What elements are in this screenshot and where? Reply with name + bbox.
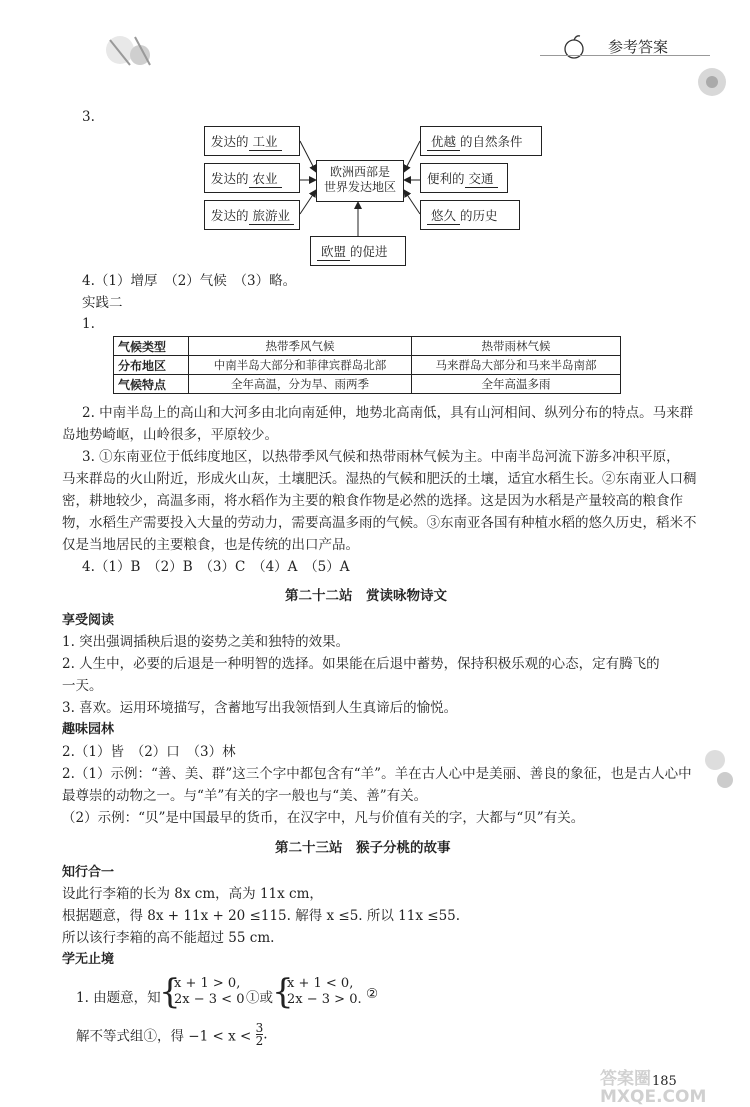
- climate-table: [113, 336, 621, 394]
- q3-number: 3.: [82, 109, 95, 125]
- answer-line: 一天。: [62, 678, 103, 694]
- table-cell: 热带季风气候: [189, 337, 412, 356]
- answer-line: 物，水稻生产需要投入大量的劳动力，需要高温多雨的气候。③东南亚各国有种植水稻的悠久历史，稻米不: [62, 515, 697, 531]
- diagram-left-industry: 发达的 工业: [204, 126, 300, 156]
- table-row: [114, 337, 621, 356]
- fraction: $\frac{3}{2}$: [255, 1021, 264, 1048]
- answer-line: 马来群岛的火山附近，形成火山灰，土壤肥沃。湿热的气候和肥沃的土壤，适宜水稻生长。②东南亚人口稠: [62, 471, 697, 487]
- center-line-2: 世界发达地区: [323, 180, 396, 194]
- answer-line: 3. 喜欢。运用环境描写，含蓄地写出我领悟到人生真谛后的愉悦。: [62, 700, 458, 716]
- table-row-header: 分布地区: [114, 356, 189, 375]
- inequality-systems: [76, 972, 379, 1018]
- page-number: 185: [652, 1074, 677, 1089]
- brace-icon: {: [272, 972, 294, 1012]
- diagram-left-agriculture: 发达的 农业: [204, 163, 300, 193]
- answer-line: 4.（1）增厚 （2）气候 （3）略。: [82, 273, 297, 289]
- answer-line: （2）示例：“贝”是中国最早的货币，在汉字中，凡与价值有关的字，大都与“贝”有关。: [62, 810, 585, 826]
- section-23-title: 第二十三站 猴子分桃的故事: [275, 840, 451, 856]
- answer-line: 仅是当地居民的主要粮食，也是传统的出口产品。: [62, 537, 359, 553]
- answer-line: 3. ①东南亚位于低纬度地区，以热带季风气候和热带雨林气候为主。中南半岛河流下游多冲积平原，: [82, 449, 680, 465]
- diagram-right-transport: 便利的 交通: [420, 163, 508, 193]
- table-cell: 全年高温多雨: [412, 375, 621, 394]
- diagram-left-tourism: 发达的 旅游业: [204, 200, 300, 230]
- table-cell: 热带雨林气候: [412, 337, 621, 356]
- system-2: x + 1 < 0, 2x − 3 > 0.: [287, 976, 362, 1007]
- answer-line: 1.: [82, 316, 95, 332]
- answer-line: 最尊崇的动物之一。与“羊”有关的字一般也与“美、善”有关。: [62, 788, 428, 804]
- answer-line: 2. 中南半岛上的高山和大河多由北向南延伸，地势北高南低，具有山河相间、纵列分布的特点。马来群: [82, 405, 694, 421]
- section-22-title: 第二十二站 赏读咏物诗文: [285, 588, 447, 604]
- section-23-subheading-2: 学无止境: [62, 952, 115, 967]
- diagram-bottom-eu: 欧盟 的促进: [310, 236, 406, 266]
- answer-line: 2. 人生中，必要的后退是一种明智的选择。如果能在后退中蓄势，保持积极乐观的心态，定有腾飞的: [62, 656, 660, 672]
- answer-line: 4.（1）B （2）B （3）C （4）A （5）A: [82, 559, 350, 575]
- section-label: 实践二: [82, 295, 123, 311]
- brace-icon: {: [159, 972, 181, 1012]
- solution-line: 解不等式组①，得 −1 < x < $\frac{3}{2}$ .: [76, 1021, 268, 1048]
- section-22-subheading-2: 趣味园林: [62, 722, 115, 737]
- system-prefix: 1. 由题意，知: [76, 990, 161, 1006]
- answer-line: 1. 突出强调插秧后退的姿势之美和独特的效果。: [62, 634, 350, 650]
- answer-line: 2.（1）示例：“善、美、群”这三个字中都包含有“羊”。羊在古人心中是美丽、善良的象征，也是古人心中: [62, 766, 692, 782]
- answer-line: 根据题意，得 8x + 11x + 20 ≤115. 解得 x ≤5. 所以 11x ≤55.: [62, 908, 461, 924]
- table-cell: 中南半岛大部分和菲律宾群岛北部: [189, 356, 412, 375]
- diagram-center-box: [316, 160, 404, 202]
- system-1-mark: ①或: [246, 990, 273, 1006]
- table-row-header: 气候类型: [114, 337, 189, 356]
- answer-line: 密，耕地较少，高温多雨，将水稻作为主要的粮食作物是必然的选择。这是因为水稻是产量较高的粮食作: [62, 493, 683, 509]
- table-row-header: 气候特点: [114, 375, 189, 394]
- section-22-subheading-1: 享受阅读: [62, 613, 115, 628]
- diagram-right-nature: 优越 的自然条件: [420, 126, 542, 156]
- table-row: [114, 375, 621, 394]
- answer-line: 所以该行李箱的高不能超过 55 cm.: [62, 930, 275, 946]
- answer-line: 2.（1）皆 （2）口 （3）林: [62, 744, 236, 760]
- table-cell: 马来群岛大部分和马来半岛南部: [412, 356, 621, 375]
- system-2-mark: ②: [366, 986, 379, 1002]
- section-23-subheading-1: 知行合一: [62, 865, 115, 880]
- watermark: 答案圈 MXQE.COM: [600, 1069, 707, 1107]
- answer-line: 岛地势崎岖，山岭很多，平原较少。: [62, 427, 278, 443]
- system-1: x + 1 > 0, 2x − 3 < 0: [174, 976, 245, 1007]
- page-header-title: 参考答案: [608, 38, 669, 56]
- table-cell: 全年高温，分为旱、雨两季: [189, 375, 412, 394]
- side-decoration: [695, 740, 745, 800]
- answer-line: 设此行李箱的长为 8x cm，高为 11x cm，: [62, 886, 323, 902]
- center-line-1: 欧洲西部是: [329, 165, 390, 179]
- table-row: [114, 356, 621, 375]
- diagram-right-history: 悠久 的历史: [420, 200, 520, 230]
